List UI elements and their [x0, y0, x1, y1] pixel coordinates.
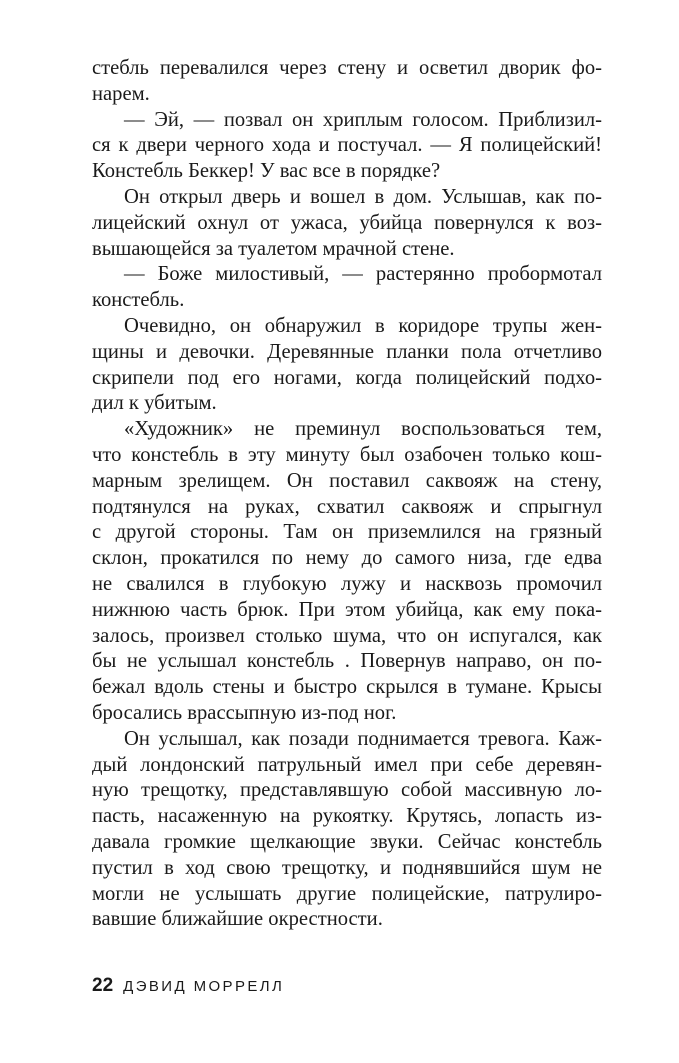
- text-line: дил к убитым.: [92, 392, 217, 415]
- text-line: — Боже милостивый, — растерянно пробормотал: [124, 263, 602, 286]
- text-line: ся к двери черного хода и постучал. — Я полицейский!: [92, 134, 602, 157]
- text-line: щины и девочки. Деревянные планки пола отчетливо: [92, 340, 602, 363]
- text-line: Он открыл дверь и вошел в дом. Услышав, как по-: [124, 185, 602, 208]
- text-line: нарем.: [92, 82, 150, 105]
- text-line: могли не услышать другие полицейские, патрулиро-: [92, 882, 602, 905]
- text-line: склон, прокатился по нему до самого низа, где едва: [92, 547, 602, 570]
- text-line: — Эй, — позвал он хриплым голосом. Приблизил-: [124, 108, 602, 131]
- text-line: ную трещотку, представлявшую собой массивную ло-: [92, 779, 602, 802]
- text-line: констебль.: [92, 289, 185, 312]
- text-line: марным зрелищем. Он поставил саквояж на стену,: [92, 469, 602, 492]
- text-line: подтянулся на руках, схватил саквояж и спрыгнул: [92, 495, 602, 518]
- text-line: скрипели под его ногами, когда полицейский подхо-: [92, 366, 602, 389]
- text-line: бежал вдоль стены и быстро скрылся в тумане. Крысы: [92, 676, 602, 699]
- text-line: бы не услышал констебль . Повернув направо, он по-: [92, 650, 602, 673]
- text-line: вышающейся за туалетом мрачной стене.: [92, 237, 455, 260]
- text-line: Констебль Беккер! У вас все в порядке?: [92, 160, 441, 183]
- text-line: пасть, насаженную на рукоятку. Крутясь, лопасть из-: [92, 805, 602, 828]
- text-line: стебль перевалился через стену и осветил дворик фо-: [92, 57, 602, 79]
- text-line: вавшие ближайшие окрестности.: [92, 908, 383, 931]
- text-line: что констебль в эту минуту был озабочен только кош-: [92, 443, 602, 466]
- text-line: с другой стороны. Там он приземлился на грязный: [92, 521, 602, 544]
- page-footer: [92, 975, 284, 997]
- page-number: 22: [92, 975, 114, 996]
- text-line: давала громкие щелкающие звуки. Сейчас констебль: [92, 830, 602, 853]
- text-line: не свалился в глубокую лужу и насквозь промочил: [92, 572, 602, 595]
- text-line: дый лондонский патрульный имел при себе деревян-: [92, 753, 602, 776]
- text-line: нижнюю часть брюк. При этом убийца, как ему пока-: [92, 598, 602, 621]
- running-head: ДЭВИД МОРРЕЛЛ: [123, 978, 285, 995]
- text-line: Он услышал, как позади поднимается тревога. Каж-: [124, 727, 602, 750]
- text-line: Очевидно, он обнаружил в коридоре трупы жен-: [124, 314, 602, 337]
- text-line: пустил в ход свою трещотку, и поднявшийся шум не: [92, 856, 602, 879]
- text-line: «Художник» не преминул воспользоваться тем,: [124, 418, 602, 441]
- text-line: залось, произвел столько шума, что он испугался, как: [92, 624, 602, 647]
- text-line: лицейский охнул от ужаса, убийца повернулся к воз-: [92, 211, 602, 234]
- page-body: [92, 56, 602, 933]
- text-line: бросались врассыпную из-под ног.: [92, 701, 397, 724]
